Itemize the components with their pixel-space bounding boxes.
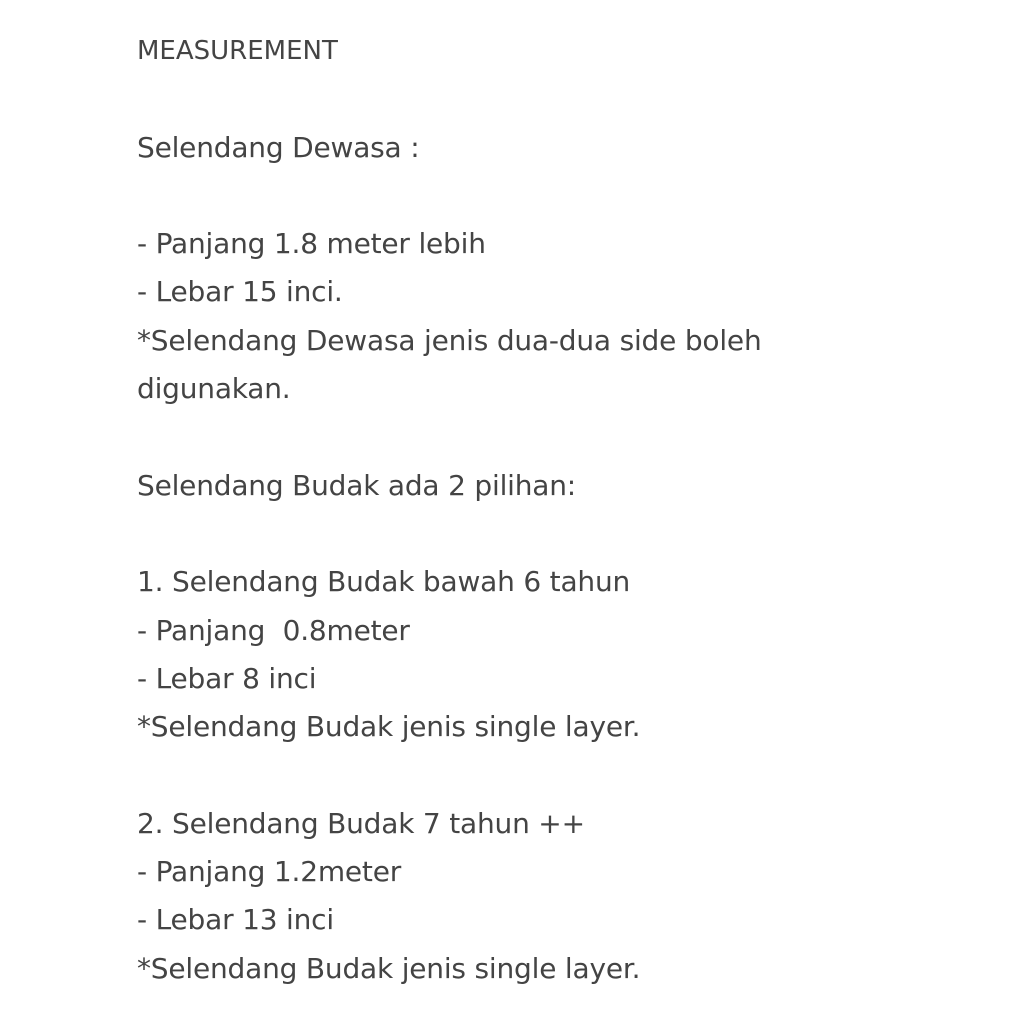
kids-option2-length: - Panjang 1.2meter <box>137 855 402 889</box>
spacer <box>137 413 897 461</box>
measurement-text <box>137 27 897 993</box>
kids-option1-title: 1. Selendang Budak bawah 6 tahun <box>137 565 631 599</box>
spacer <box>137 751 897 799</box>
spacer <box>137 75 897 123</box>
adult-width: - Lebar 15 inci. <box>137 275 343 309</box>
kids-option1-length: - Panjang 0.8meter <box>137 613 410 647</box>
kids-option2-width: - Lebar 13 inci <box>137 903 334 937</box>
adult-note-line1: *Selendang Dewasa jenis dua-dua side boleh <box>137 323 762 357</box>
spacer <box>137 510 897 558</box>
adult-note-line2: digunakan. <box>137 372 291 406</box>
kids-option1-width: - Lebar 8 inci <box>137 661 317 695</box>
kids-option2-note: *Selendang Budak jenis single layer. <box>137 951 641 985</box>
adult-length: - Panjang 1.8 meter lebih <box>137 227 486 261</box>
kids-option1-note: *Selendang Budak jenis single layer. <box>137 710 641 744</box>
spacer <box>137 172 897 220</box>
heading: MEASUREMENT <box>137 36 338 66</box>
adult-title: Selendang Dewasa : <box>137 130 420 164</box>
kids-intro: Selendang Budak ada 2 pilihan: <box>137 468 577 502</box>
kids-option2-title: 2. Selendang Budak 7 tahun ++ <box>137 806 585 840</box>
